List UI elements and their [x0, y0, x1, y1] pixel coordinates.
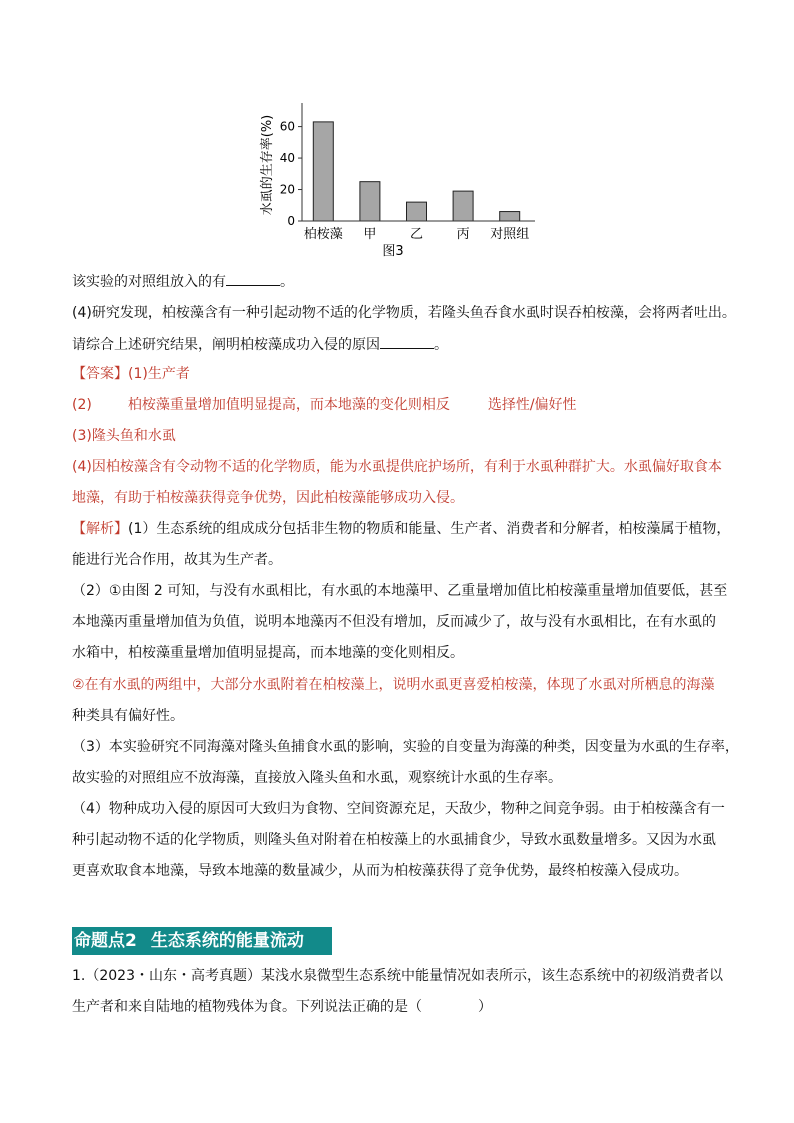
analysis-p5-2: 种引起动物不适的化学物质，则隆头鱼对附着在柏桉藻上的水虱捕食少，导致水虱数量增多。又因为水虱: [72, 832, 716, 848]
y-tick-label: 60: [279, 119, 295, 134]
y-tick-label: 40: [279, 151, 295, 166]
answer-2-text: 柏桉藻重量增加值明显提高，而本地藻的变化则相反: [127, 397, 450, 413]
section-number: 命题点2: [74, 931, 137, 951]
analysis-p5-3: 更喜欢取食本地藻，导致本地藻的数量减少，从而为柏桉藻获得了竞争优势，最终柏桉藻入侵成功。: [72, 863, 688, 879]
analysis-p3-1: ②在有水虱的两组中，大部分水虱附着在柏桉藻上，说明水虱更喜爱柏桉藻，体现了水虱对所栖息的海藻: [72, 677, 715, 693]
answer-blank-2: [380, 334, 434, 349]
q3-line: [72, 271, 294, 292]
bar-0: [313, 122, 333, 221]
x-tick-label: 丙: [456, 227, 470, 242]
x-tick-label: 柏桉藻: [303, 227, 343, 242]
analysis-p5-1: （4）物种成功入侵的原因可大致归为食物、空间资源充足，天敌少，物种之间竞争弱。由于柏桉藻含有一: [72, 801, 725, 817]
bar-4: [500, 212, 520, 221]
q4-line-2: [72, 334, 448, 355]
q3-text: 该实验的对照组放入的有: [72, 274, 226, 290]
answer-2-extra: 选择性/偏好性: [487, 397, 577, 413]
analysis-p1-2: 能进行光合作用，故其为生产者。: [72, 552, 282, 568]
answer-line-2: [72, 395, 577, 415]
analysis-p3-2: 种类具有偏好性。: [72, 708, 184, 724]
answer-tag: 【答案】: [72, 366, 128, 382]
bar-2: [407, 202, 427, 221]
analysis-p2-1: （2）①由图 2 可知，与没有水虱相比，有水虱的本地藻甲、乙重量增加值比柏桉藻重量增加值要低，甚至: [72, 583, 728, 599]
q4-line-1: (4)研究发现，柏桉藻含有一种引起动物不适的化学物质，若隆头鱼吞食水虱时误吞柏桉藻，会将两者吐出。: [72, 305, 736, 321]
chart-caption: 图3: [382, 244, 404, 259]
bar-1: [360, 182, 380, 221]
y-axis-label: 水虱的生存率(%): [260, 114, 275, 216]
x-tick-label: 甲: [363, 227, 377, 242]
q4-text: 请综合上述研究结果，阐明柏桉藻成功入侵的原因: [72, 337, 380, 353]
next-question-line-1: 1.（2023・山东・高考真题）某浅水泉微型生态系统中能量情况如表所示，该生态系统中的初级消费者以: [72, 968, 723, 984]
section-banner: [72, 927, 332, 955]
answer-blank: [226, 271, 280, 286]
answer-4-line-1: (4)因柏桉藻含有令动物不适的化学物质，能为水虱提供庇护场所，有利于水虱种群扩大。水虱偏好取食本: [72, 459, 722, 475]
answer-1: (1)生产者: [128, 366, 190, 382]
next-question-line-2: 生产者和来自陆地的植物残体为食。下列说法正确的是（ ）: [72, 999, 492, 1015]
survival-rate-chart: [255, 95, 545, 265]
q3-end: 。: [280, 274, 294, 290]
x-tick-label: 对照组: [490, 227, 530, 242]
section-title: 生态系统的能量流动: [150, 931, 304, 951]
analysis-p4-2: 故实验的对照组应不放海藻，直接放入隆头鱼和水虱，观察统计水虱的生存率。: [72, 770, 562, 786]
q4-end: 。: [434, 337, 448, 353]
answer-2-num: (2): [72, 397, 92, 413]
bar-3: [453, 191, 473, 221]
analysis-p1-1: (1）生态系统的组成成分包括非生物的物质和能量、生产者、消费者和分解者，柏桉藻属于植物，: [128, 521, 731, 537]
x-tick-label: 乙: [409, 227, 424, 242]
answer-line-1: [72, 364, 190, 384]
analysis-p2-2: 本地藻丙重量增加值为负值，说明本地藻丙不但没有增加，反而减少了，故与没有水虱相比，在有水虱的: [72, 614, 716, 630]
analysis-p4-1: （3）本实验研究不同海藻对隆头鱼捕食水虱的影响，实验的自变量为海藻的种类，因变量为水虱的生存率，: [72, 739, 739, 755]
y-tick-label: 0: [287, 214, 295, 228]
answer-3: (3)隆头鱼和水虱: [72, 428, 176, 444]
analysis-line-1: [72, 519, 730, 539]
analysis-p2-3: 水箱中，柏桉藻重量增加值明显提高，而本地藻的变化则相反。: [72, 645, 464, 661]
analysis-tag: 【解析】: [72, 521, 128, 537]
y-tick-label: 20: [279, 182, 295, 197]
answer-4-line-2: 地藻，有助于柏桉藻获得竞争优势，因此柏桉藻能够成功入侵。: [72, 490, 464, 506]
